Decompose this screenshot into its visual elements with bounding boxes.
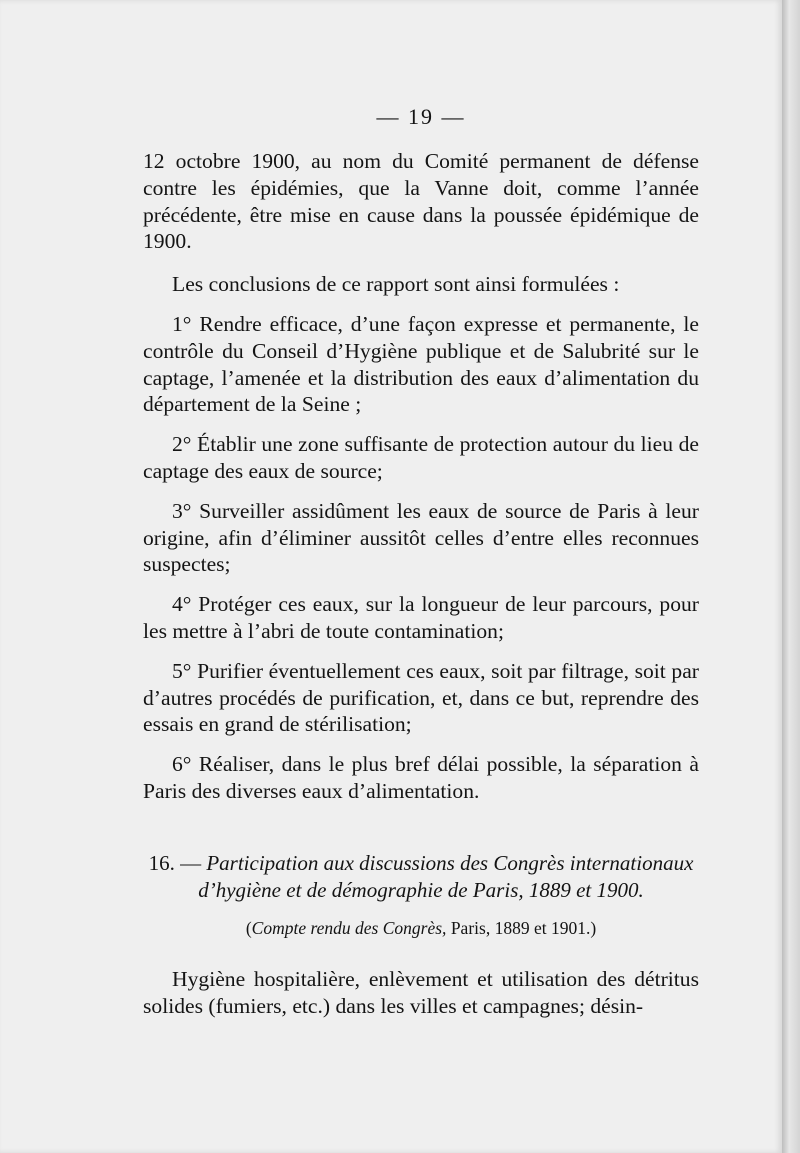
section-title: Participation aux discussions des Congrès internationaux d’hygiène et de démographie de Paris, 1889 et 1900.: [198, 850, 694, 902]
conclusion-item-1: 1° Rendre efficace, d’une façon expresse et permanente, le contrôle du Conseil d’Hygiène publique et de Salubrité sur le captage, l’amenée et la distribution des eaux d’alimentation du département de la Seine ;: [143, 311, 699, 417]
text-column: [143, 104, 699, 1019]
paragraph-continuation: 12 octobre 1900, au nom du Comité permanent de défense contre les épidémies, que la Vanne doit, comme l’année précédente, être mise en cause dans la poussée épidémique de 1900.: [143, 149, 699, 254]
section-number: 16. —: [148, 850, 207, 875]
final-paragraph: Hygiène hospitalière, enlèvement et utilisation des détritus solides (fumiers, etc.) dans les villes et campagnes; désin-: [143, 966, 699, 1018]
section-source: [143, 916, 699, 940]
paragraph-conclusions-intro: Les conclusions de ce rapport sont ainsi formulées :: [172, 272, 620, 297]
source-details: Paris, 1889 et 1901.): [446, 917, 597, 938]
source-open-paren: (: [245, 917, 252, 938]
page-number: — 19 —: [376, 104, 466, 129]
conclusion-item-5: 5° Purifier éventuellement ces eaux, soit par filtrage, soit par d’autres procédés de purification, et, dans ce but, reprendre des essais en grand de stérilisation;: [143, 658, 699, 737]
conclusion-item-3: 3° Surveiller assidûment les eaux de source de Paris à leur origine, afin d’éliminer aussitôt celles d’entre elles reconnues suspectes;: [143, 498, 699, 577]
conclusion-item-6: 6° Réaliser, dans le plus bref délai possible, la séparation à Paris des diverses eaux d’alimentation.: [143, 752, 699, 803]
page-edge-shadow: [782, 0, 800, 1153]
conclusion-item-2: 2° Établir une zone suffisante de protection autour du lieu de captage des eaux de source;: [143, 432, 699, 483]
section-heading: [143, 850, 699, 904]
conclusion-item-4: 4° Protéger ces eaux, sur la longueur de leur parcours, pour les mettre à l’abri de toute contamination;: [143, 592, 699, 643]
source-title: Compte rendu des Congrès,: [251, 917, 447, 938]
